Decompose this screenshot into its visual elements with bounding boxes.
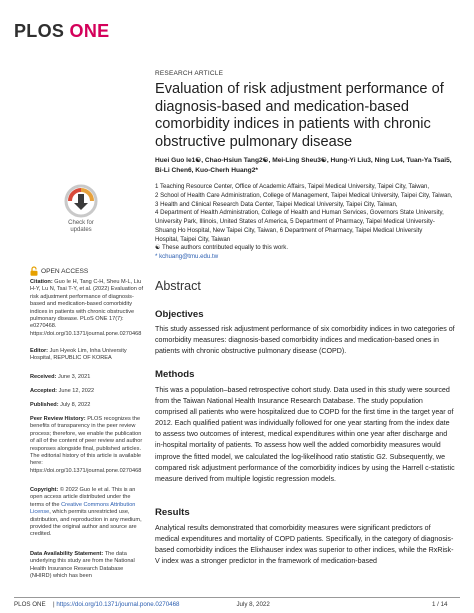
logo-one: ONE	[69, 21, 110, 41]
cc-license-link[interactable]: Creative Commons Attribution License	[30, 501, 136, 516]
citation-text: Guo Ie H, Tang C-H, Sheu M-L, Liu H-Y, Lu N, Tsai T-Y, et al. (2022) Evaluation of risk adjustment performance of diagnosis-based and medication-based comorbidity indices in patients with chronic obstructive pulmonary disease. PLoS ONE 17(7): e0270468. https://doi.org/10.1371/journal.pone.0270468	[30, 279, 144, 337]
copyright-text-rest: , which permits unrestricted use, distribution, and reproduction in any medium, provided the original author and source are credited.	[30, 509, 142, 538]
editor-text: Jun Hyeok Lim, Inha University Hospital, REPUBLIC OF KOREA	[30, 348, 127, 362]
footer-doi-link[interactable]: https://doi.org/10.1371/journal.pone.0270468	[56, 601, 180, 608]
affiliation-line: 1 Teaching Resource Center, Office of Academic Affairs, Taipei Medical University, Taipei City, Taiwan,	[155, 183, 430, 190]
received-block	[30, 374, 145, 381]
data-availability-block	[30, 551, 145, 581]
objectives-text: This study assessed risk adjustment performance of six comorbidity indices in two categories of comorbidity measures: diagnosis-based comorbidity indices and medication-based ones in patients with chronic obstructive pulmonary disease (COPD).	[155, 325, 455, 356]
editor-block	[30, 348, 145, 363]
editor-label: Editor:	[30, 348, 49, 354]
affiliation-line: Hospital, Taipei City, Taiwan	[155, 235, 231, 243]
affiliation-line: 2 School of Health Care Administration, College of Management, Taipei Medical University, Taipei City, Taiwan,	[155, 191, 453, 199]
open-access	[30, 266, 88, 276]
article-title: Evaluation of risk adjustment performance of diagnosis-based and medication-based comorbidity indices in patients with chronic obstructive pulmonary disease	[155, 81, 444, 150]
affiliations	[155, 183, 455, 245]
affiliation-line: University Park, Illinois, United States of America, 5 Department of Pharmacy, Taipei Medical University-	[155, 218, 435, 226]
objectives-heading: Objectives	[155, 309, 204, 320]
peer-review-text: PLOS recognizes the benefits of transparency in the peer review process; therefore, we enable the publication of all of the content of peer review and author responses alongside final, published articles. The editorial history of this article is available here: https://doi.org/10.1371/journal.pone.0270468	[30, 416, 143, 474]
footer-date-text: July 8, 2022	[236, 601, 270, 608]
footer-page: 1 / 14	[432, 601, 448, 608]
contribution-note: ☯ These authors contributed equally to this work.	[155, 244, 289, 251]
results-heading: Results	[155, 507, 190, 518]
article-type-label: RESEARCH ARTICLE	[155, 70, 224, 77]
accepted-text: June 12, 2022	[58, 388, 95, 394]
citation-label: Citation:	[30, 279, 53, 285]
footer-divider	[14, 597, 460, 598]
abstract-heading: Abstract	[155, 279, 201, 293]
received-text: June 3, 2021	[58, 374, 91, 380]
citation-block	[30, 279, 145, 338]
check-updates-icon	[62, 184, 100, 218]
footer-journal: PLOS ONE	[14, 601, 46, 608]
check-updates-label[interactable]: Check for updates	[68, 220, 94, 233]
journal-logo	[14, 21, 109, 42]
accepted-block	[30, 388, 145, 395]
affiliation-line: 3 Health and Clinical Research Data Center, Taipei Medical University, Taipei City, Taiwan,	[155, 200, 398, 208]
data-availability-label: Data Availability Statement:	[30, 551, 104, 557]
footer-doi: | https://doi.org/10.1371/journal.pone.0270468	[53, 601, 180, 608]
copyright-label: Copyright:	[30, 487, 59, 493]
copyright-text: © 2022 Guo Ie et al. This is an open access article distributed under the terms of the	[30, 487, 136, 508]
affiliation-line: 4 Department of Health Administration, College of Health and Human Services, Governors State University,	[155, 209, 444, 217]
received-label: Received:	[30, 374, 57, 380]
open-lock-icon	[30, 266, 38, 276]
affiliation-line: Shuang Ho Hospital, New Taipei City, Taiwan, 6 Department of Pharmacy, Taipei Medical University	[155, 226, 423, 234]
methods-heading: Methods	[155, 369, 195, 380]
corresponding-email[interactable]: * kchuang@tmu.edu.tw	[155, 252, 219, 260]
open-access-label: OPEN ACCESS	[41, 267, 89, 275]
copyright-block	[30, 487, 145, 539]
results-text: Analytical results demonstrated that comorbidity measures were significant predictors of medical expenditures and mortality of COPD patients. Specifically, in the category of diagnosis-based comorbidity indices the Elixhauser index was superior to other indices, while the RxRisk-V index was a stronger predictor in the framework of medication-based	[155, 524, 454, 566]
published-text: July 8, 2022	[60, 402, 91, 408]
published-label: Published:	[30, 402, 59, 408]
check-updates-badge[interactable]	[62, 184, 100, 223]
logo-plos: PLOS	[14, 21, 65, 41]
peer-review-block	[30, 416, 145, 475]
published-block	[30, 402, 145, 409]
author-list[interactable]: Huei Guo Ie1☯, Chao-Hsiun Tang2☯, Mei-Ling Sheu3☯, Hung-Yi Liu3, Ning Lu4, Tuan-Ya Tsai5, Bi-Li Chen6, Kuo-Cherh Huang2*	[155, 157, 452, 174]
peer-review-label: Peer Review History:	[30, 416, 86, 422]
footer-date	[233, 601, 270, 608]
data-availability-text: The data underlying this study are from the National Health Insurance Research Database (NHIRD) which has been	[30, 551, 135, 580]
methods-text: This was a population–based retrospective cohort study. Data used in this study were sourced from the Taiwan National Health Insurance Research Database. The study population comprised all patients who were hospitalized due to COPD for the first time in the target year of 2012. Each qualified patient was individually followed for one year starting from the index date to assess two outcomes of interest, medical expenditures within one year after discharge and in-hospital mortality of patients. To assess how well the added comorbidity measures would improve the fitted model, we calculated the log-likelihood ratio statistic G2. Subsequently, we compared risk adjustment performance of the comorbidity indices by using the Harrell c-statistic measure derived from multiple logistic regression models.	[155, 386, 455, 483]
accepted-label: Accepted:	[30, 388, 58, 394]
author-notes	[155, 244, 455, 262]
